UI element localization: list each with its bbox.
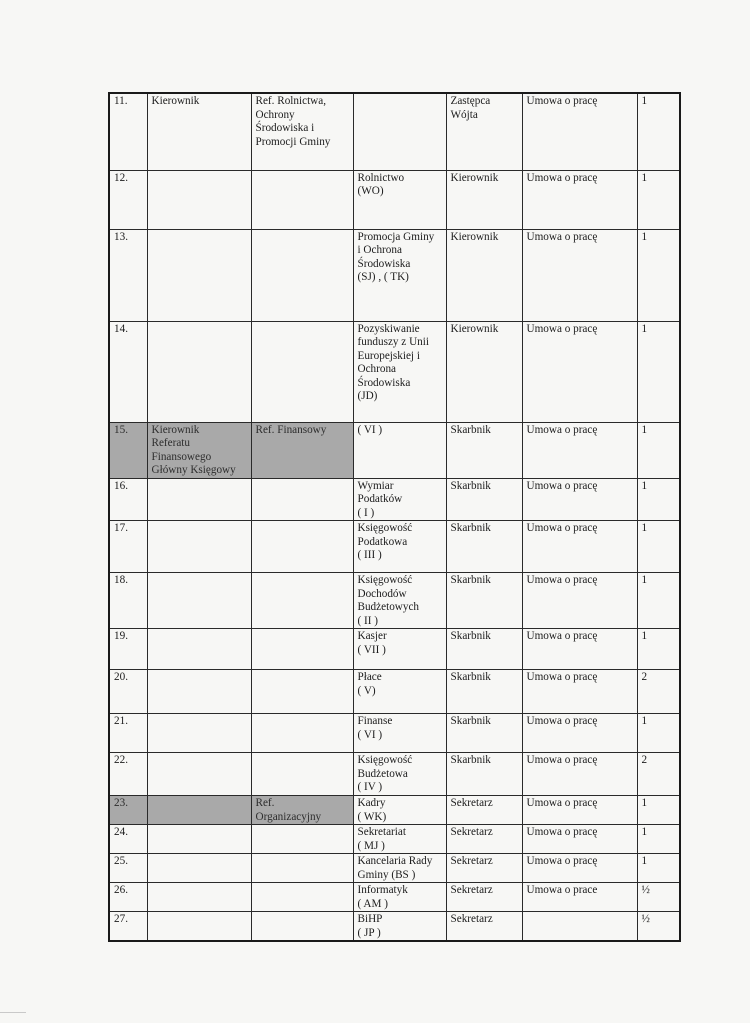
department-cell <box>251 854 353 883</box>
table-row <box>109 229 680 321</box>
unit-cell: Kadry ( WK) <box>353 796 446 825</box>
supervisor-cell: Zastępca Wójta <box>446 93 522 170</box>
fte-cell: 1 <box>637 825 680 854</box>
department-cell: Ref. Finansowy <box>251 422 353 478</box>
unit-cell: Informatyk ( AM ) <box>353 883 446 912</box>
row-number: 25. <box>109 854 147 883</box>
supervisor-cell: Sekretarz <box>446 854 522 883</box>
unit-cell: Księgowość Podatkowa ( III ) <box>353 521 446 573</box>
contract-cell: Umowa o pracę <box>522 521 637 573</box>
supervisor-cell: Sekretarz <box>446 796 522 825</box>
position-cell <box>147 912 251 942</box>
row-number: 21. <box>109 714 147 753</box>
supervisor-cell: Kierownik <box>446 170 522 229</box>
fte-cell: 1 <box>637 796 680 825</box>
position-cell <box>147 521 251 573</box>
supervisor-cell: Skarbnik <box>446 629 522 670</box>
row-number: 11. <box>109 93 147 170</box>
row-number: 24. <box>109 825 147 854</box>
department-cell: Ref. Organizacyjny <box>251 796 353 825</box>
row-number: 14. <box>109 321 147 422</box>
contract-cell: Umowa o pracę <box>522 478 637 521</box>
position-cell <box>147 170 251 229</box>
fte-cell: 1 <box>637 93 680 170</box>
position-cell <box>147 478 251 521</box>
position-cell <box>147 573 251 629</box>
unit-cell: Płace ( V) <box>353 670 446 714</box>
supervisor-cell: Kierownik <box>446 229 522 321</box>
unit-cell: Wymiar Podatków ( I ) <box>353 478 446 521</box>
fte-cell: ½ <box>637 912 680 942</box>
table-row <box>109 796 680 825</box>
supervisor-cell: Skarbnik <box>446 670 522 714</box>
department-cell <box>251 573 353 629</box>
fte-cell: 1 <box>637 229 680 321</box>
department-cell <box>251 321 353 422</box>
contract-cell: Umowa o pracę <box>522 714 637 753</box>
row-number: 12. <box>109 170 147 229</box>
contract-cell: Umowa o pracę <box>522 573 637 629</box>
fte-cell: 1 <box>637 521 680 573</box>
supervisor-cell: Skarbnik <box>446 478 522 521</box>
fte-cell: 2 <box>637 670 680 714</box>
position-cell <box>147 883 251 912</box>
contract-cell: Umowa o pracę <box>522 753 637 796</box>
table-row <box>109 478 680 521</box>
department-cell <box>251 670 353 714</box>
staffing-table <box>108 92 681 942</box>
department-cell <box>251 883 353 912</box>
fte-cell: 1 <box>637 170 680 229</box>
table-row <box>109 629 680 670</box>
scan-edge-mark <box>0 1012 26 1013</box>
fte-cell: 1 <box>637 321 680 422</box>
row-number: 18. <box>109 573 147 629</box>
department-cell <box>251 825 353 854</box>
unit-cell: Pozyskiwanie funduszy z Unii Europejskiej i Ochrona Środowiska (JD) <box>353 321 446 422</box>
department-cell <box>251 170 353 229</box>
row-number: 23. <box>109 796 147 825</box>
position-cell <box>147 825 251 854</box>
table-row <box>109 753 680 796</box>
table-row <box>109 825 680 854</box>
position-cell: Kierownik Referatu Finansowego Główny Księgowy <box>147 422 251 478</box>
department-cell <box>251 714 353 753</box>
unit-cell: Promocja Gminy i Ochrona Środowiska (SJ) , ( TK) <box>353 229 446 321</box>
contract-cell: Umowa o pracę <box>522 629 637 670</box>
fte-cell: 2 <box>637 753 680 796</box>
fte-cell: 1 <box>637 854 680 883</box>
table-row <box>109 170 680 229</box>
position-cell <box>147 629 251 670</box>
contract-cell: Umowa o pracę <box>522 170 637 229</box>
department-cell <box>251 753 353 796</box>
unit-cell <box>353 93 446 170</box>
row-number: 17. <box>109 521 147 573</box>
row-number: 22. <box>109 753 147 796</box>
unit-cell: Sekretariat ( MJ ) <box>353 825 446 854</box>
fte-cell: ½ <box>637 883 680 912</box>
department-cell <box>251 521 353 573</box>
row-number: 13. <box>109 229 147 321</box>
table-row <box>109 670 680 714</box>
row-number: 16. <box>109 478 147 521</box>
contract-cell: Umowa o pracę <box>522 825 637 854</box>
unit-cell: ( VI ) <box>353 422 446 478</box>
fte-cell: 1 <box>637 714 680 753</box>
department-cell <box>251 912 353 942</box>
fte-cell: 1 <box>637 422 680 478</box>
position-cell <box>147 796 251 825</box>
contract-cell: Umowa o pracę <box>522 670 637 714</box>
row-number: 15. <box>109 422 147 478</box>
supervisor-cell: Skarbnik <box>446 714 522 753</box>
table-row <box>109 521 680 573</box>
fte-cell: 1 <box>637 478 680 521</box>
fte-cell: 1 <box>637 629 680 670</box>
unit-cell: Księgowość Budżetowa ( IV ) <box>353 753 446 796</box>
unit-cell: Księgowość Dochodów Budżetowych ( II ) <box>353 573 446 629</box>
unit-cell: BiHP ( JP ) <box>353 912 446 942</box>
unit-cell: Rolnictwo (WO) <box>353 170 446 229</box>
table-row <box>109 854 680 883</box>
supervisor-cell: Skarbnik <box>446 422 522 478</box>
contract-cell <box>522 912 637 942</box>
table-row <box>109 321 680 422</box>
supervisor-cell: Sekretarz <box>446 825 522 854</box>
fte-cell: 1 <box>637 573 680 629</box>
contract-cell: Umowa o prace <box>522 883 637 912</box>
position-cell <box>147 670 251 714</box>
department-cell <box>251 229 353 321</box>
table-row <box>109 93 680 170</box>
supervisor-cell: Sekretarz <box>446 912 522 942</box>
contract-cell: Umowa o pracę <box>522 321 637 422</box>
department-cell <box>251 478 353 521</box>
row-number: 20. <box>109 670 147 714</box>
contract-cell: Umowa o pracę <box>522 229 637 321</box>
supervisor-cell: Sekretarz <box>446 883 522 912</box>
supervisor-cell: Kierownik <box>446 321 522 422</box>
position-cell <box>147 714 251 753</box>
department-cell <box>251 629 353 670</box>
table-row <box>109 912 680 942</box>
contract-cell: Umowa o pracę <box>522 93 637 170</box>
unit-cell: Finanse ( VI ) <box>353 714 446 753</box>
row-number: 27. <box>109 912 147 942</box>
contract-cell: Umowa o pracę <box>522 422 637 478</box>
table-row <box>109 422 680 478</box>
contract-cell: Umowa o pracę <box>522 796 637 825</box>
row-number: 26. <box>109 883 147 912</box>
position-cell <box>147 229 251 321</box>
row-number: 19. <box>109 629 147 670</box>
unit-cell: Kancelaria Rady Gminy (BS ) <box>353 854 446 883</box>
position-cell <box>147 321 251 422</box>
position-cell <box>147 854 251 883</box>
unit-cell: Kasjer ( VII ) <box>353 629 446 670</box>
department-cell: Ref. Rolnictwa, Ochrony Środowiska i Promocji Gminy <box>251 93 353 170</box>
table-row <box>109 573 680 629</box>
position-cell: Kierownik <box>147 93 251 170</box>
table-row <box>109 883 680 912</box>
table-row <box>109 714 680 753</box>
contract-cell: Umowa o pracę <box>522 854 637 883</box>
supervisor-cell: Skarbnik <box>446 753 522 796</box>
supervisor-cell: Skarbnik <box>446 573 522 629</box>
supervisor-cell: Skarbnik <box>446 521 522 573</box>
position-cell <box>147 753 251 796</box>
